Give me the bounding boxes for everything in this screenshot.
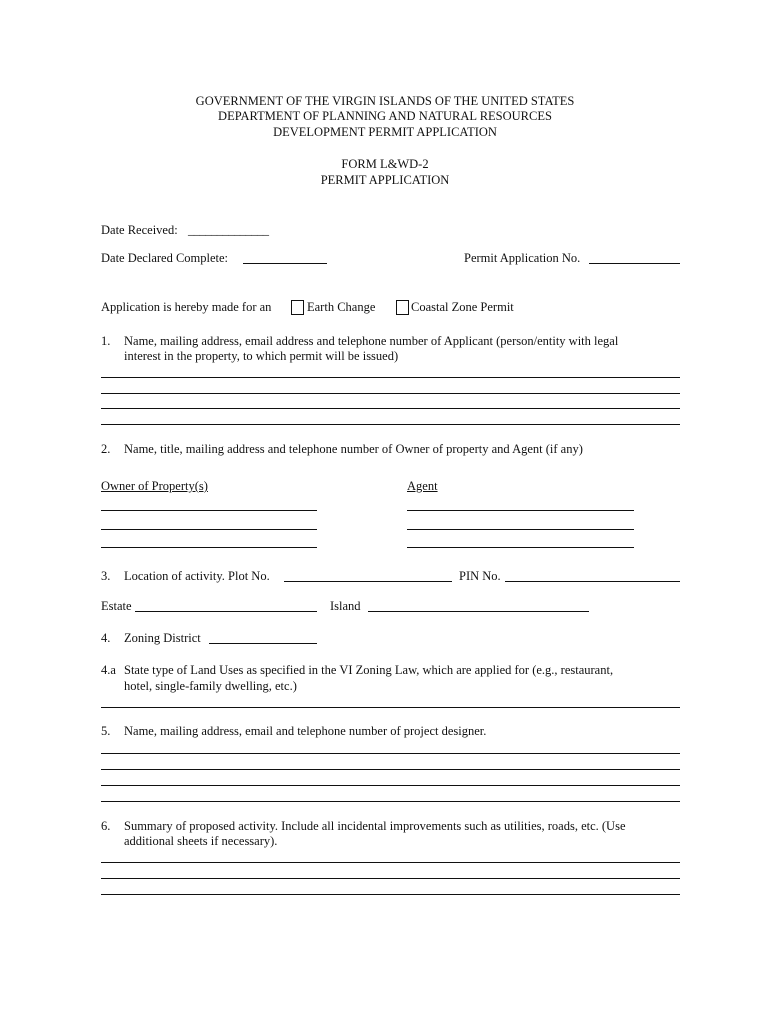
form-title: PERMIT APPLICATION [320, 173, 450, 187]
q5-answer-line[interactable] [101, 769, 680, 770]
q2-text: Name, title, mailing address and telephone number of Owner of property and Agent (if any) [124, 442, 583, 456]
date-declared-field[interactable] [243, 263, 327, 264]
q4a-answer-line[interactable] [101, 707, 680, 708]
estate-label: Estate [101, 599, 132, 613]
q2-number: 2. [101, 442, 111, 456]
owner-answer-line[interactable] [101, 547, 317, 548]
date-declared-label: Date Declared Complete: [101, 251, 229, 265]
q1-number: 1. [101, 334, 111, 348]
form-number: FORM L&WD-2 [341, 157, 429, 171]
header-line-department: DEPARTMENT OF PLANNING AND NATURAL RESOURCES [218, 109, 552, 123]
header-line-government: GOVERNMENT OF THE VIRGIN ISLANDS OF THE UNITED STATES [195, 94, 575, 108]
q1-answer-line[interactable] [101, 377, 680, 378]
plot-no-field[interactable] [284, 581, 452, 582]
permit-app-no-field[interactable] [589, 263, 680, 264]
q5-answer-line[interactable] [101, 785, 680, 786]
location-label: Location of activity. Plot No. [124, 569, 270, 583]
q6-number: 6. [101, 819, 111, 833]
q1-answer-line[interactable] [101, 408, 680, 409]
q1-answer-line[interactable] [101, 424, 680, 425]
agent-answer-line[interactable] [407, 547, 634, 548]
q6-text-line2: additional sheets if necessary). [124, 834, 278, 848]
permit-app-no-label: Permit Application No. [464, 251, 581, 265]
earth-change-checkbox[interactable] [291, 300, 304, 315]
agent-label: Agent [407, 479, 438, 493]
q4-number: 4. [101, 631, 111, 645]
q6-answer-line[interactable] [101, 862, 680, 863]
date-received-blank[interactable]: ______________ [188, 223, 269, 237]
q6-text-line1: Summary of proposed activity. Include all incidental improvements such as utilities, roads, etc. (Use [124, 819, 626, 833]
coastal-zone-checkbox[interactable] [396, 300, 409, 315]
q5-number: 5. [101, 724, 111, 738]
agent-answer-line[interactable] [407, 529, 634, 530]
zoning-district-field[interactable] [209, 643, 317, 644]
q5-text: Name, mailing address, email and telephone number of project designer. [124, 724, 487, 738]
q6-answer-line[interactable] [101, 878, 680, 879]
date-received-label: Date Received: [101, 223, 178, 237]
q5-answer-line[interactable] [101, 801, 680, 802]
q4a-text-line2: hotel, single-family dwelling, etc.) [124, 679, 297, 693]
q6-answer-line[interactable] [101, 894, 680, 895]
application-prefix: Application is hereby made for an [101, 300, 272, 314]
island-field[interactable] [368, 611, 589, 612]
q4a-number: 4.a [101, 663, 116, 677]
q1-text-line1: Name, mailing address, email address and telephone number of Applicant (person/entity with legal [124, 334, 619, 348]
owner-answer-line[interactable] [101, 510, 317, 511]
q1-text-line2: interest in the property, to which permit will be issued) [124, 349, 399, 363]
agent-answer-line[interactable] [407, 510, 634, 511]
zoning-district-label: Zoning District [124, 631, 201, 645]
q5-answer-line[interactable] [101, 753, 680, 754]
owner-of-property-label: Owner of Property(s) [101, 479, 208, 493]
pin-no-field[interactable] [505, 581, 680, 582]
estate-field[interactable] [135, 611, 317, 612]
q1-answer-line[interactable] [101, 393, 680, 394]
coastal-zone-label: Coastal Zone Permit [411, 300, 514, 314]
owner-answer-line[interactable] [101, 529, 317, 530]
header-line-application: DEVELOPMENT PERMIT APPLICATION [273, 125, 497, 139]
q3-number: 3. [101, 569, 111, 583]
pin-no-label: PIN No. [459, 569, 501, 583]
earth-change-label: Earth Change [307, 300, 376, 314]
q4a-text-line1: State type of Land Uses as specified in the VI Zoning Law, which are applied for (e.g., restaurant, [124, 663, 614, 677]
island-label: Island [330, 599, 361, 613]
